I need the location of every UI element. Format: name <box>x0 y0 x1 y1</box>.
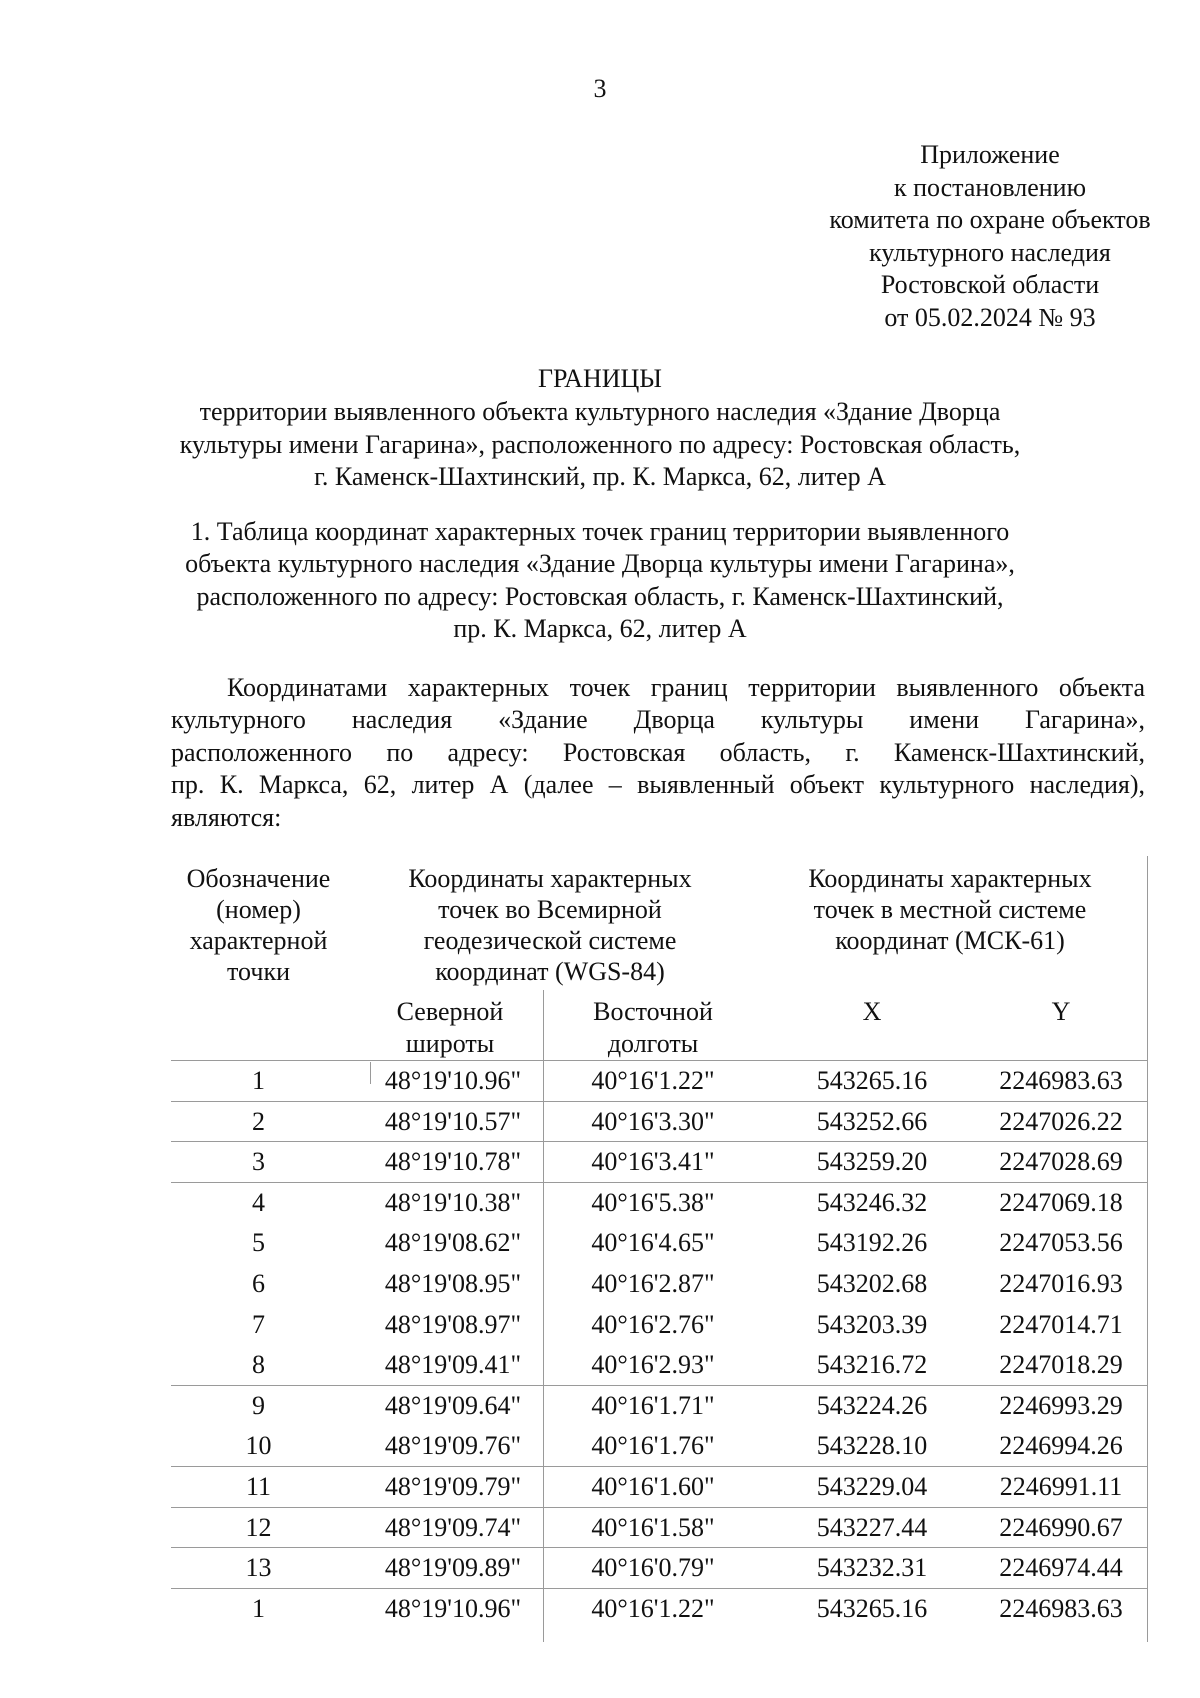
cell-x: 543265.16 <box>816 1593 928 1623</box>
cell-latitude: 48°19'10.96" <box>384 1593 522 1623</box>
table-row <box>171 1141 1147 1182</box>
subheader-y <box>971 996 1151 1027</box>
cell-latitude: 48°19'09.41" <box>384 1350 522 1380</box>
cell-point-number: 3 <box>252 1147 265 1177</box>
table-row <box>171 1425 1147 1466</box>
cell-latitude: 48°19'09.76" <box>384 1431 522 1461</box>
document-subtitle <box>0 396 1200 494</box>
subheader-longitude <box>553 996 753 1060</box>
cell-longitude: 40°16'0.79" <box>591 1553 715 1583</box>
cell-latitude: 48°19'08.62" <box>384 1228 522 1258</box>
cell-latitude: 48°19'10.96" <box>384 1066 522 1095</box>
cell-y: 2247014.71 <box>999 1309 1123 1339</box>
table-row <box>171 1385 1147 1426</box>
document-title: ГРАНИЦЫ <box>538 364 662 393</box>
cell-longitude: 40°16'3.41" <box>591 1147 715 1177</box>
cell-x: 543228.10 <box>816 1431 928 1461</box>
subheader-line: долготы <box>607 1029 699 1058</box>
appendix-line: от 05.02.2024 № 93 <box>884 302 1096 332</box>
header-line: координат (WGS-84) <box>435 957 665 986</box>
cell-point-number: 1 <box>252 1066 265 1095</box>
appendix-line: Приложение <box>920 140 1060 169</box>
cell-x: 543265.16 <box>816 1066 928 1095</box>
subtitle-line: культуры имени Гагарина», расположенного по адресу: Ростовская область, <box>179 429 1021 459</box>
cell-x: 543252.66 <box>816 1106 928 1136</box>
subheader-latitude <box>350 996 550 1060</box>
cell-y: 2247028.69 <box>999 1147 1123 1177</box>
subheader-line: Северной <box>396 997 504 1026</box>
cell-point-number: 7 <box>252 1309 265 1339</box>
table-row <box>171 1060 1147 1101</box>
table-row <box>171 1263 1147 1304</box>
header-line: (номер) <box>216 895 301 924</box>
subtitle-line: г. Каменск-Шахтинский, пр. К. Маркса, 62, литер А <box>314 462 886 491</box>
cell-y: 2246990.67 <box>999 1512 1123 1542</box>
cell-y: 2247018.29 <box>999 1350 1123 1380</box>
table-row <box>171 1182 1147 1223</box>
header-line: Обозначение <box>186 864 331 893</box>
table-row <box>171 1101 1147 1142</box>
cell-y: 2246974.44 <box>999 1553 1123 1583</box>
cell-y: 2247069.18 <box>999 1187 1123 1217</box>
table-row <box>171 1304 1147 1345</box>
appendix-line: культурного наследия <box>869 237 1111 267</box>
header-line: точек во Всемирной <box>438 895 662 924</box>
intro-line: культурного наследия «Здание Дворца культуры имени Гагарина», <box>171 705 1145 735</box>
cell-longitude: 40°16'2.76" <box>591 1309 715 1339</box>
cell-y: 2247026.22 <box>999 1106 1123 1136</box>
cell-point-number: 8 <box>252 1350 265 1380</box>
cell-longitude: 40°16'3.30" <box>591 1106 715 1136</box>
cell-x: 543259.20 <box>816 1147 928 1177</box>
table-heading-line: объекта культурного наследия «Здание Дворца культуры имени Гагарина», <box>185 549 1015 579</box>
cell-longitude: 40°16'1.58" <box>591 1512 715 1542</box>
cell-y: 2246983.63 <box>999 1593 1123 1623</box>
cell-longitude: 40°16'1.71" <box>591 1390 715 1420</box>
cell-x: 543227.44 <box>816 1512 928 1542</box>
intro-line: Координатами характерных точек границ территории выявленного объекта <box>227 673 1145 702</box>
table-heading-line: расположенного по адресу: Ростовская область, г. Каменск-Шахтинский, <box>196 581 1004 611</box>
cell-x: 543216.72 <box>816 1350 928 1380</box>
table-row <box>171 1466 1147 1507</box>
subheader-x <box>767 996 977 1027</box>
header-line: Координаты характерных <box>808 864 1092 893</box>
cell-longitude: 40°16'1.60" <box>591 1471 715 1501</box>
intro-line: расположенного по адресу: Ростовская область, г. Каменск-Шахтинский, <box>171 737 1145 767</box>
cell-x: 543203.39 <box>816 1309 928 1339</box>
cell-longitude: 40°16'1.22" <box>591 1593 715 1623</box>
table-row <box>171 1507 1147 1548</box>
cell-longitude: 40°16'1.76" <box>591 1431 715 1461</box>
cell-point-number: 1 <box>252 1593 265 1623</box>
table-body <box>171 1060 1147 1628</box>
cell-latitude: 48°19'09.79" <box>384 1471 522 1501</box>
cell-point-number: 11 <box>245 1471 272 1501</box>
table-row <box>171 1344 1147 1385</box>
header-line: характерной <box>189 926 328 955</box>
header-line: точки <box>227 957 290 986</box>
cell-latitude: 48°19'09.64" <box>384 1390 522 1420</box>
cell-point-number: 10 <box>245 1431 272 1461</box>
appendix-line: к постановлению <box>893 172 1087 202</box>
cell-point-number: 5 <box>252 1228 265 1258</box>
cell-x: 543229.04 <box>816 1471 928 1501</box>
cell-y: 2246993.29 <box>999 1390 1123 1420</box>
header-line: точек в местной системе <box>813 895 1087 924</box>
intro-line: пр. К. Маркса, 62, литер А (далее – выявленный объект культурного наследия), <box>171 770 1145 800</box>
cell-latitude: 48°19'10.38" <box>384 1187 522 1217</box>
cell-y: 2246991.11 <box>999 1471 1123 1501</box>
page-number: 3 <box>593 74 607 103</box>
cell-y: 2247016.93 <box>999 1268 1123 1298</box>
subheader-line: широты <box>405 1029 495 1058</box>
cell-point-number: 12 <box>245 1512 272 1542</box>
subheader-line: X <box>862 997 882 1026</box>
appendix-line: Ростовской области <box>880 270 1100 299</box>
cell-x: 543246.32 <box>816 1187 928 1217</box>
header-point-number <box>171 863 346 987</box>
subheader-line: Восточной <box>593 997 713 1026</box>
cell-latitude: 48°19'08.97" <box>384 1309 522 1339</box>
cell-latitude: 48°19'09.74" <box>384 1512 522 1542</box>
cell-longitude: 40°16'1.22" <box>591 1066 715 1095</box>
cell-point-number: 9 <box>252 1390 265 1420</box>
cell-longitude: 40°16'2.87" <box>591 1268 715 1298</box>
cell-longitude: 40°16'4.65" <box>591 1228 715 1258</box>
table-row <box>171 1547 1147 1588</box>
table-heading-line: 1. Таблица координат характерных точек границ территории выявленного <box>190 517 1010 546</box>
table-heading <box>0 516 1200 645</box>
cell-longitude: 40°16'2.93" <box>591 1350 715 1380</box>
cell-point-number: 2 <box>252 1106 265 1136</box>
cell-x: 543232.31 <box>816 1553 928 1583</box>
header-line: координат (МСК-61) <box>835 926 1065 955</box>
intro-line: являются: <box>171 802 282 832</box>
appendix-line: комитета по охране объектов <box>829 205 1151 234</box>
cell-y: 2246983.63 <box>999 1066 1123 1095</box>
appendix-block <box>740 139 1200 334</box>
intro-paragraph <box>171 672 1145 834</box>
header-wgs84 <box>350 863 750 987</box>
cell-point-number: 13 <box>245 1553 272 1583</box>
cell-x: 543202.68 <box>816 1268 928 1298</box>
subheader-line: Y <box>1051 997 1071 1026</box>
cell-latitude: 48°19'08.95" <box>384 1268 522 1298</box>
cell-latitude: 48°19'10.57" <box>384 1106 522 1136</box>
cell-point-number: 4 <box>252 1187 265 1217</box>
cell-latitude: 48°19'09.89" <box>384 1553 522 1583</box>
subtitle-line: территории выявленного объекта культурного наследия «Здание Дворца <box>199 397 1001 426</box>
header-line: геодезической системе <box>423 926 677 955</box>
cell-latitude: 48°19'10.78" <box>384 1147 522 1177</box>
cell-point-number: 6 <box>252 1268 265 1298</box>
cell-longitude: 40°16'5.38" <box>591 1187 715 1217</box>
table-row <box>171 1222 1147 1263</box>
header-msk61 <box>750 863 1150 956</box>
cell-x: 543224.26 <box>816 1390 928 1420</box>
cell-y: 2247053.56 <box>999 1228 1123 1258</box>
table-row <box>171 1588 1147 1629</box>
table-heading-line: пр. К. Маркса, 62, литер А <box>453 613 747 643</box>
cell-y: 2246994.26 <box>999 1431 1123 1461</box>
cell-x: 543192.26 <box>816 1228 928 1258</box>
header-line: Координаты характерных <box>408 864 692 893</box>
